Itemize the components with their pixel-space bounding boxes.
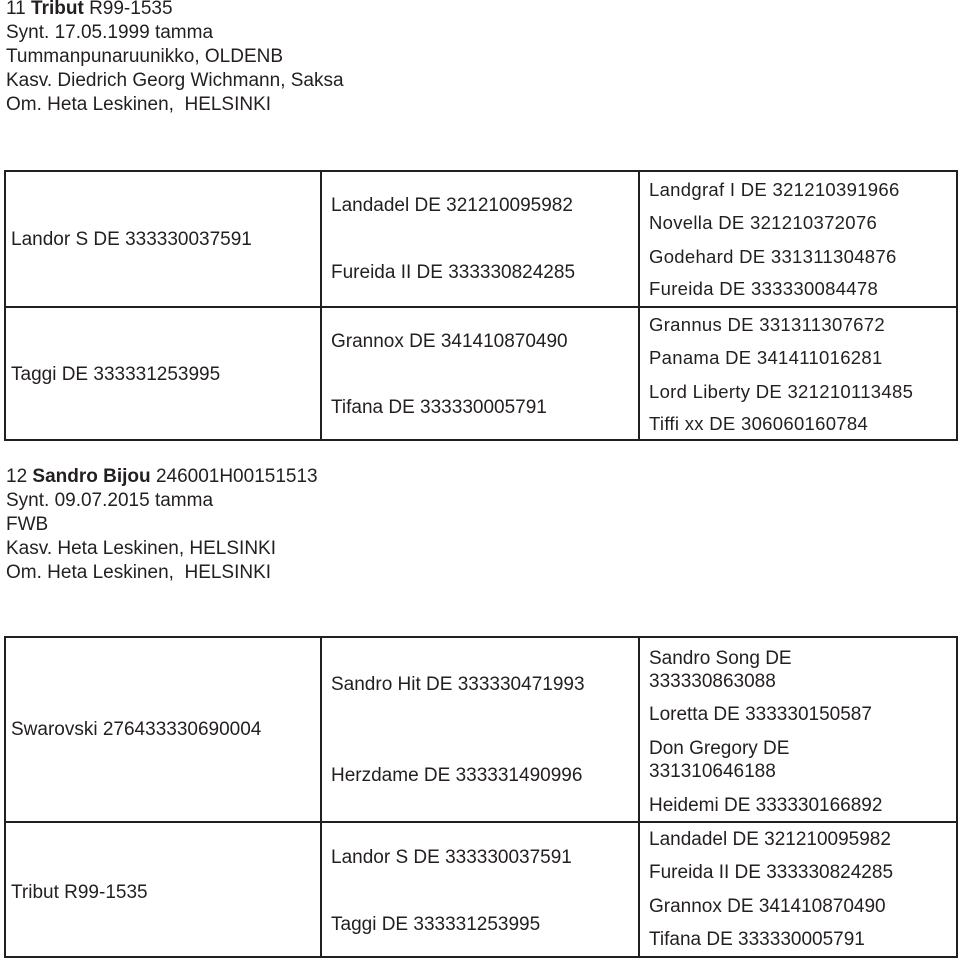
pedigree-sds: Godehard DE 331311304876 [649,245,897,267]
entry-11-info [6,0,344,117]
pedigree-dss: Grannus DE 331311307672 [640,306,956,340]
pedigree-column-grandparents [322,172,640,439]
pedigree-column-grandparents [322,638,640,956]
pedigree-dsd: Panama DE 341411016281 [649,346,883,368]
pedigree-column-parents [6,172,322,439]
breeder-line: Kasv. Diedrich Georg Wichmann, Saksa [6,70,344,91]
pedigree-sire-dam: Fureida II DE 333330824285 [331,261,576,283]
pedigree-sss: Landgraf I DE 321210391966 [649,178,900,200]
color-breed-line: Tummanpunaruunikko, OLDENB [6,46,284,67]
pedigree-sds-name: Don Gregory DE [649,738,790,759]
color-breed-line: FWB [6,514,49,535]
entry-number: 11 [6,0,26,19]
pedigree-sss-name: Sandro Song DE [649,648,792,669]
pedigree-column-great-grandparents [640,172,956,439]
pedigree-dds: Grannox DE 341410870490 [649,895,886,917]
pedigree-ddd: Tiffi xx DE 306060160784 [649,412,869,434]
pedigree-ssd: Loretta DE 333330150587 [649,703,872,725]
pedigree-sire-sire: Landadel DE 321210095982 [331,194,573,216]
pedigree-column-great-grandparents [640,638,956,956]
registration-number: 246001H00151513 [155,466,318,487]
pedigree-dsd: Fureida II DE 333330824285 [649,861,894,883]
entry-title [6,0,344,21]
pedigree-dds: Lord Liberty DE 321210113485 [649,380,914,402]
horse-name: Sandro Bijou [32,466,151,487]
registration-number: R99-1535 [89,0,173,19]
pedigree-column-parents [6,638,322,956]
pedigree-sdd: Heidemi DE 333330166892 [649,795,883,816]
pedigree-sds [640,732,956,788]
entry-number: 12 [6,466,28,487]
pedigree-dam-sire: Grannox DE 341410870490 [322,306,638,374]
pedigree-table-11 [4,170,958,441]
horse-name: Tribut [31,0,84,19]
birth-line: Synt. 09.07.2015 tamma [6,490,214,511]
owner-line: Om. Heta Leskinen, HELSINKI [6,562,272,583]
birth-line: Synt. 17.05.1999 tamma [6,22,214,43]
pedigree-dam: Taggi DE 333331253995 [6,306,320,441]
entry-12-info [6,465,318,585]
pedigree-sds-number: 331310646188 [649,761,776,782]
pedigree-sss-number: 333330863088 [649,671,776,692]
entry-title [6,465,318,489]
pedigree-dam-dam: Tifana DE 333330005791 [331,397,547,418]
pedigree-sire-dam: Herzdame DE 333331490996 [331,765,583,786]
pedigree-ddd: Tifana DE 333330005791 [649,928,865,950]
pedigree-dss: Landadel DE 321210095982 [640,821,956,855]
pedigree-sire-sire: Sandro Hit DE 333330471993 [331,673,585,695]
pedigree-sdd: Fureida DE 333330084478 [649,277,879,299]
pedigree-sss [640,643,956,697]
pedigree-ssd: Novella DE 321210372076 [649,211,878,233]
pedigree-sire: Landor S DE 333330037591 [11,228,252,250]
pedigree-dam-dam: Taggi DE 333331253995 [331,914,541,935]
pedigree-sire: Swarovski 276433330690004 [11,719,262,740]
pedigree-table-12 [4,636,958,958]
pedigree-dam-sire: Landor S DE 333330037591 [322,821,638,891]
breeder-line: Kasv. Heta Leskinen, HELSINKI [6,538,276,559]
owner-line: Om. Heta Leskinen, HELSINKI [6,94,272,115]
pedigree-dam: Tribut R99-1535 [6,821,320,958]
